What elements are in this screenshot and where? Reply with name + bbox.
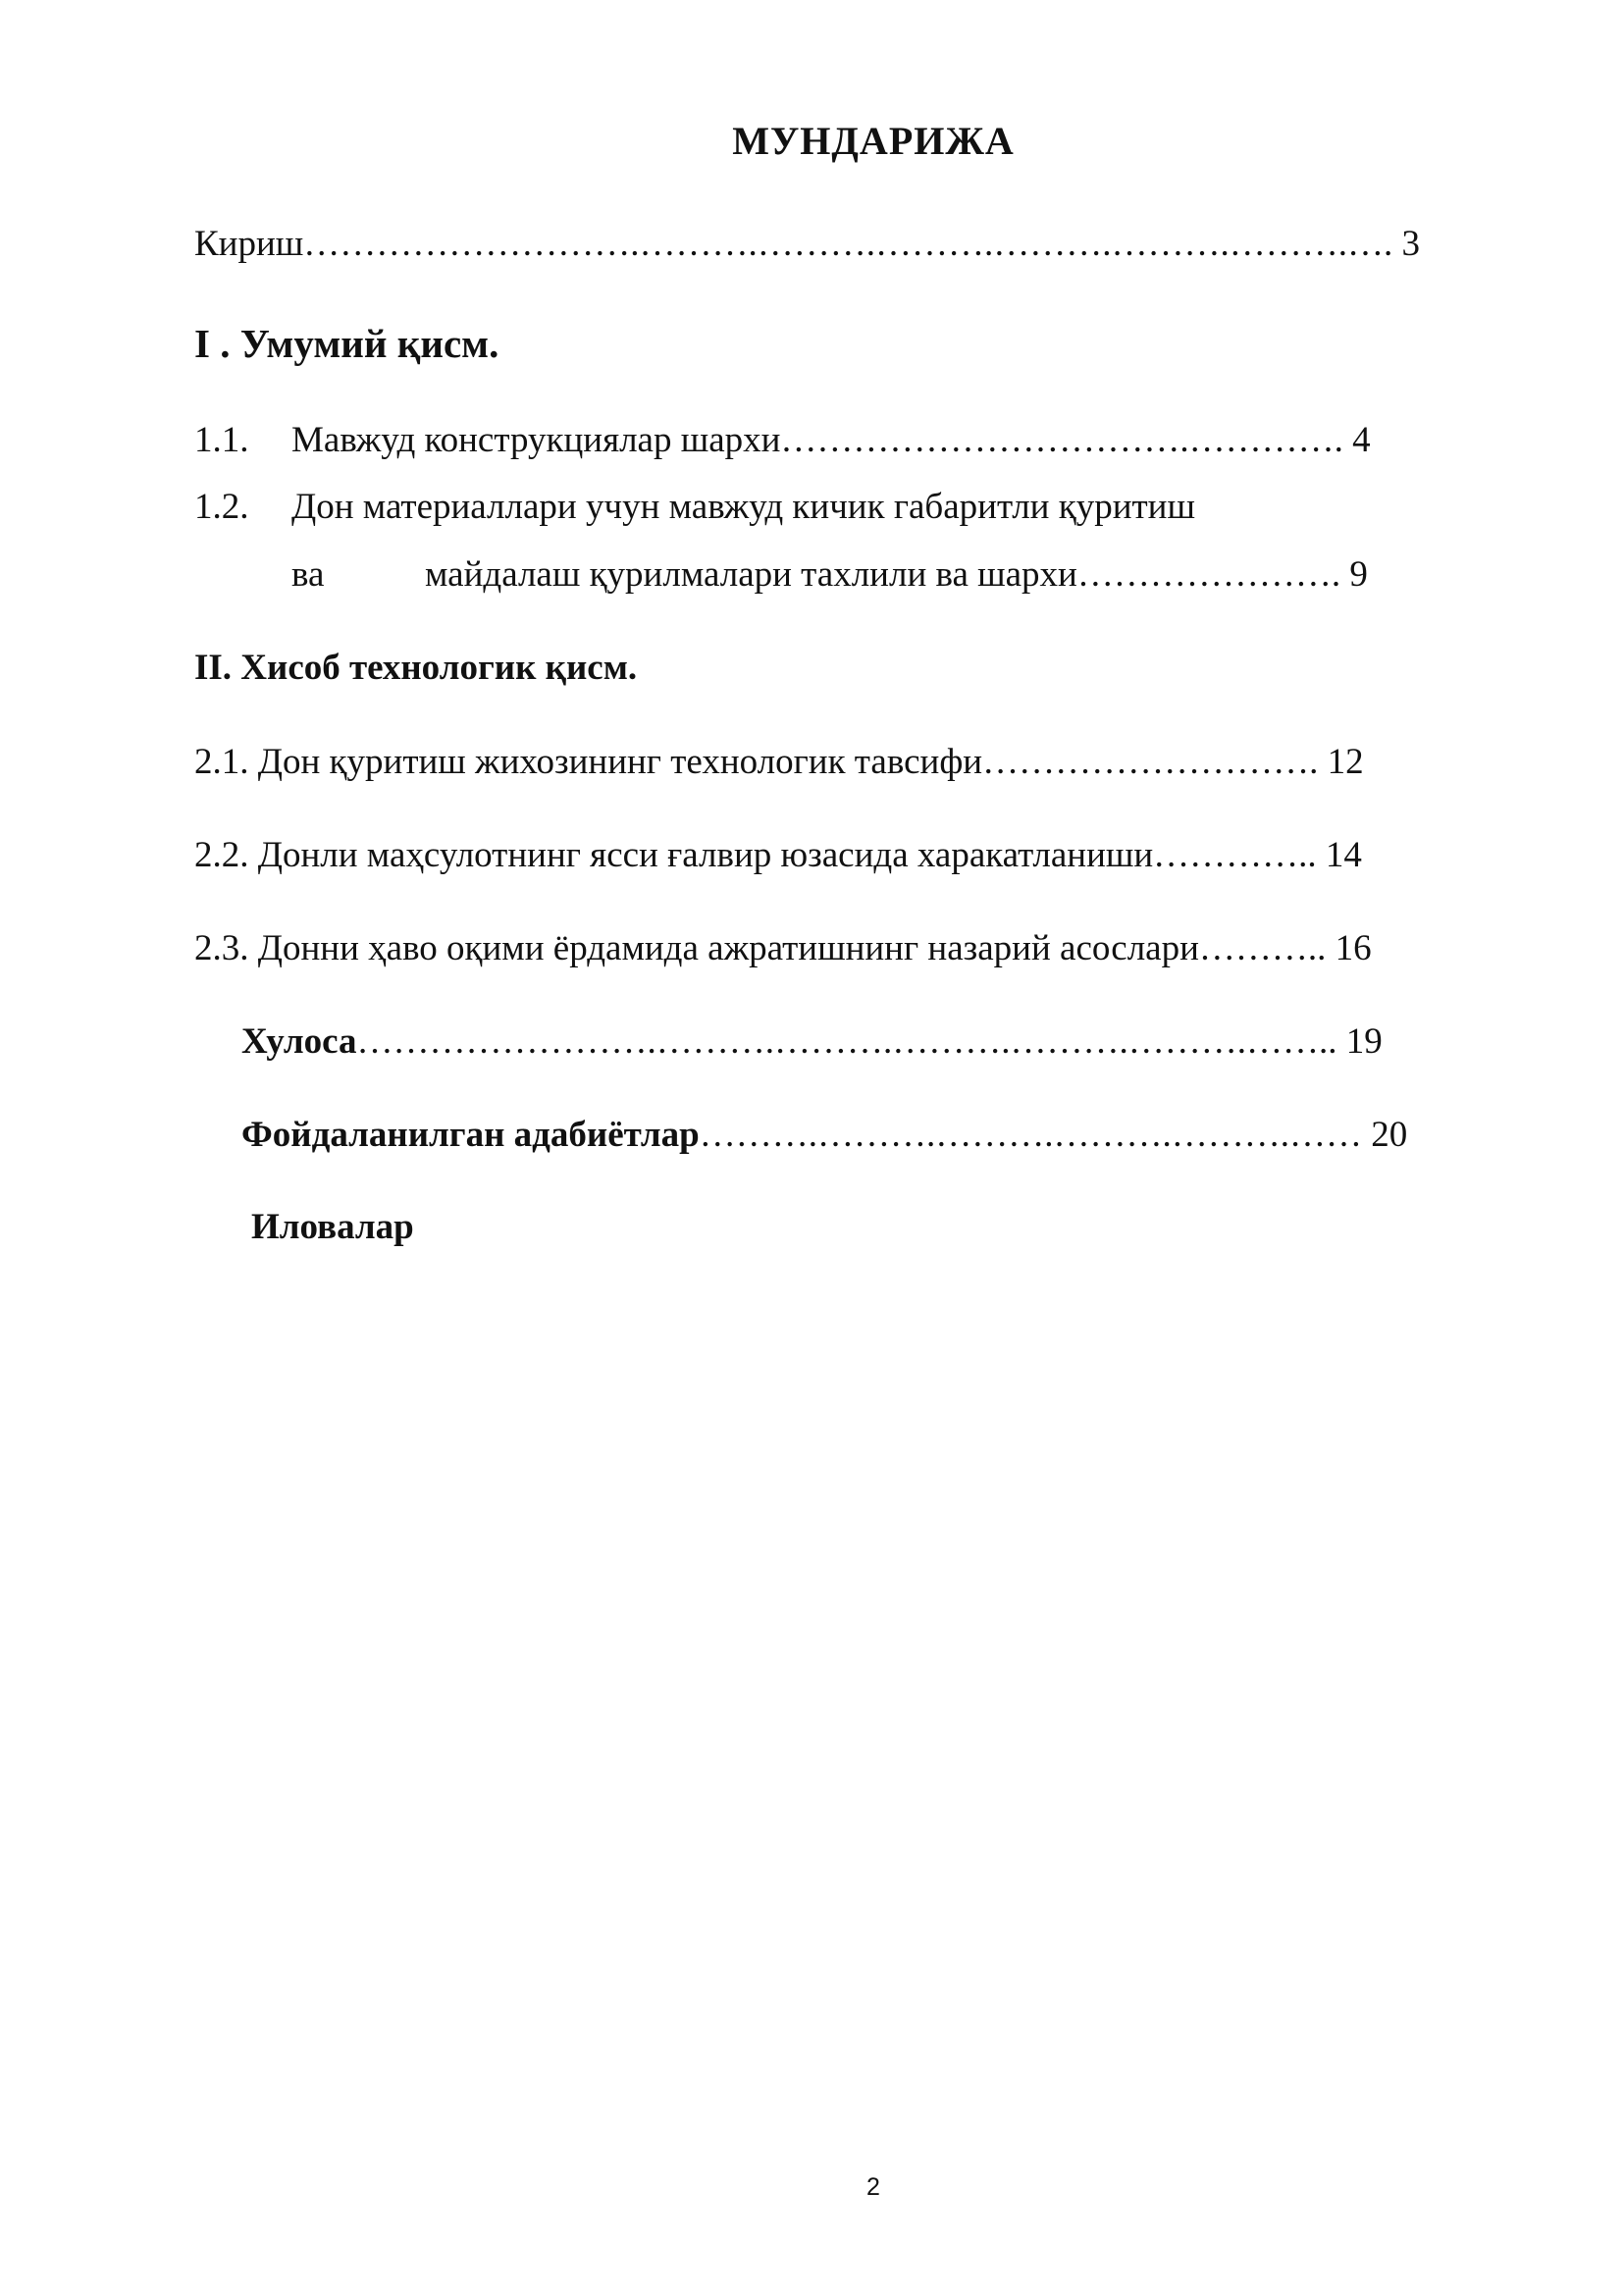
toc-entry-conclusion <box>241 1023 1383 1060</box>
toc-entry-appendix: Иловалар <box>251 1207 414 1247</box>
toc-entry-1-1: Мавжуд конструкциялар шархи…………………………….…………. 4 <box>291 420 1371 460</box>
toc-entry-intro: Кириш……………………….……….……….……….……….……….……….…. 3 <box>194 224 1421 264</box>
toc-entry-1-2-line2-prefix: ва <box>291 554 325 595</box>
toc-entry-references-leader: ……….……….……….……….……….…… 20 <box>699 1115 1408 1155</box>
toc-part1-heading: I . Умумий қисм. <box>194 321 499 366</box>
toc-entry-2-1: 2.1. Дон қуритиш жихозининг технологик тавсифи………………………. 12 <box>194 742 1364 782</box>
toc-entry-1-2-line2: майдалаш қурилмалари тахлили ва шархи…………………. 9 <box>425 554 1368 595</box>
page-title: МУНДАРИЖА <box>732 119 1015 163</box>
toc-entry-references-label: Фойдаланилган адабиётлар <box>241 1115 700 1155</box>
toc-entry-1-1-number: 1.1. <box>194 420 249 460</box>
toc-entry-1-2-number: 1.2. <box>194 487 249 527</box>
toc-entry-conclusion-leader: …………………….……….……….……….……….……….…….. 19 <box>356 1021 1383 1062</box>
toc-entry-2-2: 2.2. Донли маҳсулотнинг ясси ғалвир юзасида харакатланиши………….. 14 <box>194 835 1362 875</box>
toc-part2-heading: II. Хисоб технологик қисм. <box>194 648 638 688</box>
page-number: 2 <box>866 2173 880 2201</box>
toc-entry-2-3: 2.3. Донни ҳаво оқими ёрдамида ажратишнинг назарий асослари……….. 16 <box>194 928 1372 968</box>
toc-entry-1-2-line1: Дон материаллари учун мавжуд кичик габаритли қуритиш <box>291 487 1195 527</box>
toc-entry-conclusion-label: Хулоса <box>241 1021 357 1062</box>
toc-entry-references <box>241 1117 1407 1153</box>
